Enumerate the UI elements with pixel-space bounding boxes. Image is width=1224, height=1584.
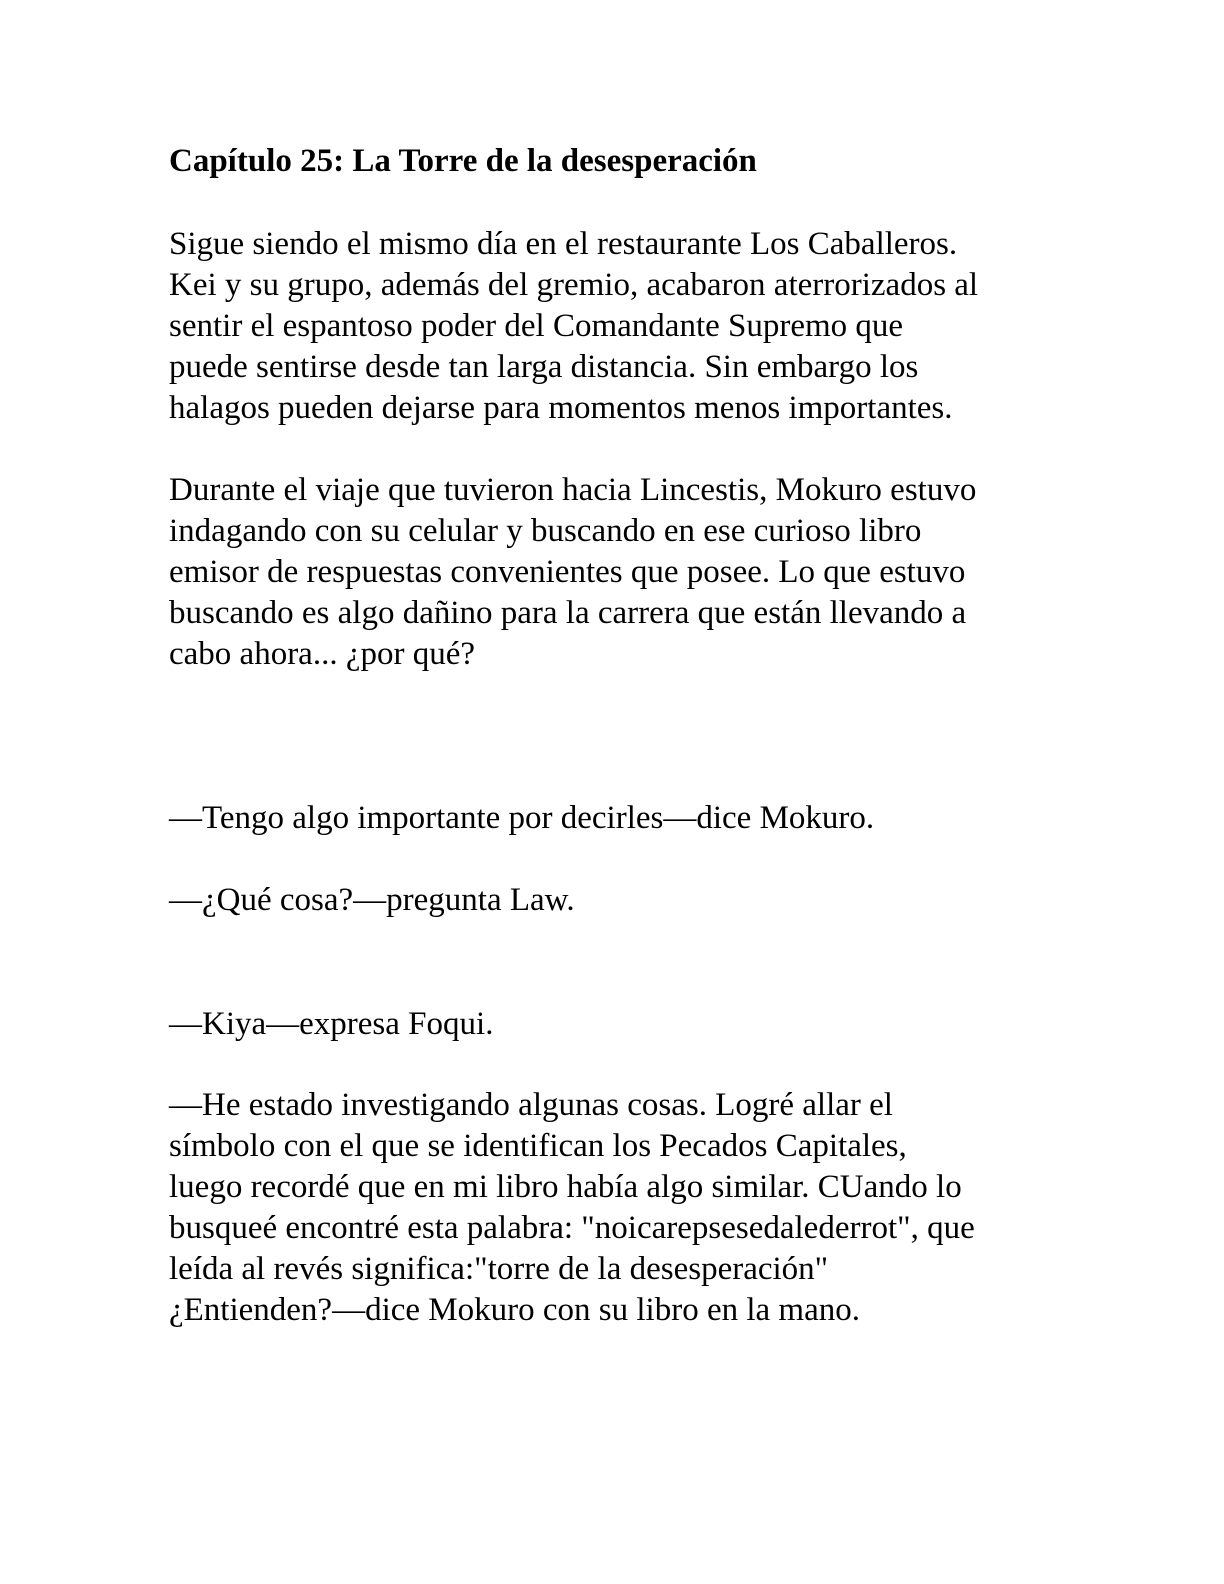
text-line: Sigue siendo el mismo día en el restaurante Los Caballeros. (169, 226, 958, 262)
text-line: leída al revés significa:"torre de la desesperación" (169, 1251, 829, 1287)
text-line: buscando es algo dañino para la carrera que están llevando a (169, 595, 967, 631)
text-line: indagando con su celular y buscando en ese curioso libro (169, 513, 922, 549)
text-line: —Kiya—expresa Foqui. (169, 1006, 494, 1042)
text-line: símbolo con el que se identifican los Pecados Capitales, (169, 1128, 907, 1164)
text-line: busqueé encontré esta palabra: "noicarepsesedalederrot", que (169, 1210, 975, 1246)
text-line: cabo ahora... ¿por qué? (169, 636, 476, 672)
text-line: puede sentirse desde tan larga distancia. Sin embargo los (169, 349, 919, 385)
text-line: emisor de respuestas convenientes que posee. Lo que estuvo (169, 554, 966, 590)
dialogue-line-mokuro (169, 798, 874, 839)
text-line: luego recordé que en mi libro había algo similar. CUando lo (169, 1169, 962, 1205)
dialogue-line-foqui (169, 1004, 493, 1045)
text-line: —He estado investigando algunas cosas. Logré allar el (169, 1087, 893, 1123)
text-line: Durante el viaje que tuvieron hacia Lincestis, Mokuro estuvo (169, 472, 977, 508)
paragraph-intro (169, 224, 978, 429)
dialogue-paragraph-mokuro (169, 1085, 975, 1331)
chapter-title: Capítulo 25: La Torre de la desesperación (169, 143, 757, 179)
paragraph-journey (169, 470, 976, 675)
text-line: —Tengo algo importante por decirles—dice Mokuro. (169, 800, 875, 836)
text-line: sentir el espantoso poder del Comandante Supremo que (169, 308, 904, 344)
text-line: Kei y su grupo, además del gremio, acabaron aterrorizados al (169, 267, 979, 303)
text-line: halagos pueden dejarse para momentos menos importantes. (169, 390, 953, 426)
dialogue-line-law (169, 880, 575, 921)
text-line: ¿Entienden?—dice Mokuro con su libro en la mano. (169, 1292, 860, 1328)
text-line: —¿Qué cosa?—pregunta Law. (169, 882, 575, 918)
